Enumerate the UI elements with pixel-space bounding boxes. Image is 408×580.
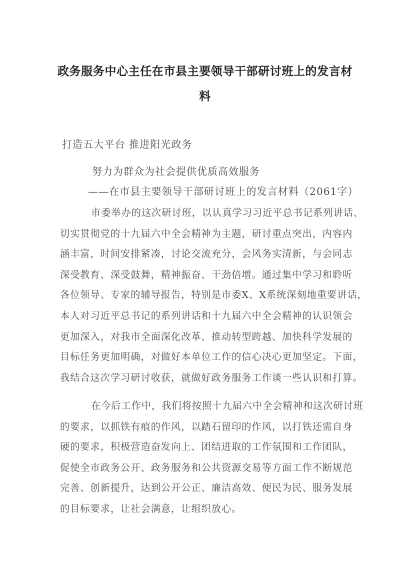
paragraph-line: 完善、创新提升，达到公开公正、廉洁高效、便民为民、服务发展 xyxy=(60,483,353,495)
subheading-slogan: 打造五大平台 推进阳光政务 xyxy=(62,140,193,151)
paragraph-line: 我结合这次学习研讨收获，就做好政务服务工作谈一些认识和打算。 xyxy=(60,372,363,384)
paragraph-line: 的目标要求，让社会满意，让组织放心。 xyxy=(60,503,242,515)
paragraph-line: 目标任务更加明确，对做好本单位工作的信心决心更加坚定。下面， xyxy=(60,352,363,364)
paragraph-line: 涵丰富，时间安排紧凑，讨论交流充分，会风务实清新，与会同志 xyxy=(60,249,353,261)
paragraph-line: 在今后工作中，我们将按照十九届六中全会精神和这次研讨班 xyxy=(91,401,364,412)
paragraph-line: 的要求，以抓铁有痕的作风，以踏石留印的作风，以打铁还需自身 xyxy=(60,421,353,433)
paragraph-1 xyxy=(60,204,368,389)
paragraph-line: 促使全市政务公开、政务服务和公共资源交易等方面工作不断规范 xyxy=(60,462,353,474)
paragraph-line: 硬的要求，积极营造奋发向上、团结进取的工作氛围和工作团队， xyxy=(60,442,353,454)
subheading-source: ——在市县主要领导干部研讨班上的发言材料（2061字） xyxy=(88,187,359,198)
document-title-line1: 政务服务中心主任在市县主要领导干部研讨班上的发言材 xyxy=(57,64,353,78)
paragraph-line: 切实贯彻党的十九届六中全会精神为主题，研讨重点突出，内容内 xyxy=(60,228,353,240)
document-title-line2: 料 xyxy=(199,89,211,103)
paragraph-line: 本人对习近平总书记的系列讲话和十九届六中全会精神的认识领会 xyxy=(60,310,353,322)
paragraph-line: 深受教育、深受鼓舞，精神振奋、干劲倍增。通过集中学习和聆听 xyxy=(60,269,353,281)
paragraph-line: 更加深入，对我市全面深化改革、推动转型跨越、加快科学发展的 xyxy=(60,331,353,343)
paragraph-line: 市委举办的这次研讨班，以认真学习习近平总书记系列讲话、 xyxy=(91,208,364,219)
paragraph-2 xyxy=(60,397,364,521)
subheading-theme: 努力为群众为社会提供优质高效服务 xyxy=(92,167,260,178)
paragraph-line: 各位领导、专家的辅导报告，特别是市委X、X系统深刻地重要讲话， xyxy=(60,290,368,302)
